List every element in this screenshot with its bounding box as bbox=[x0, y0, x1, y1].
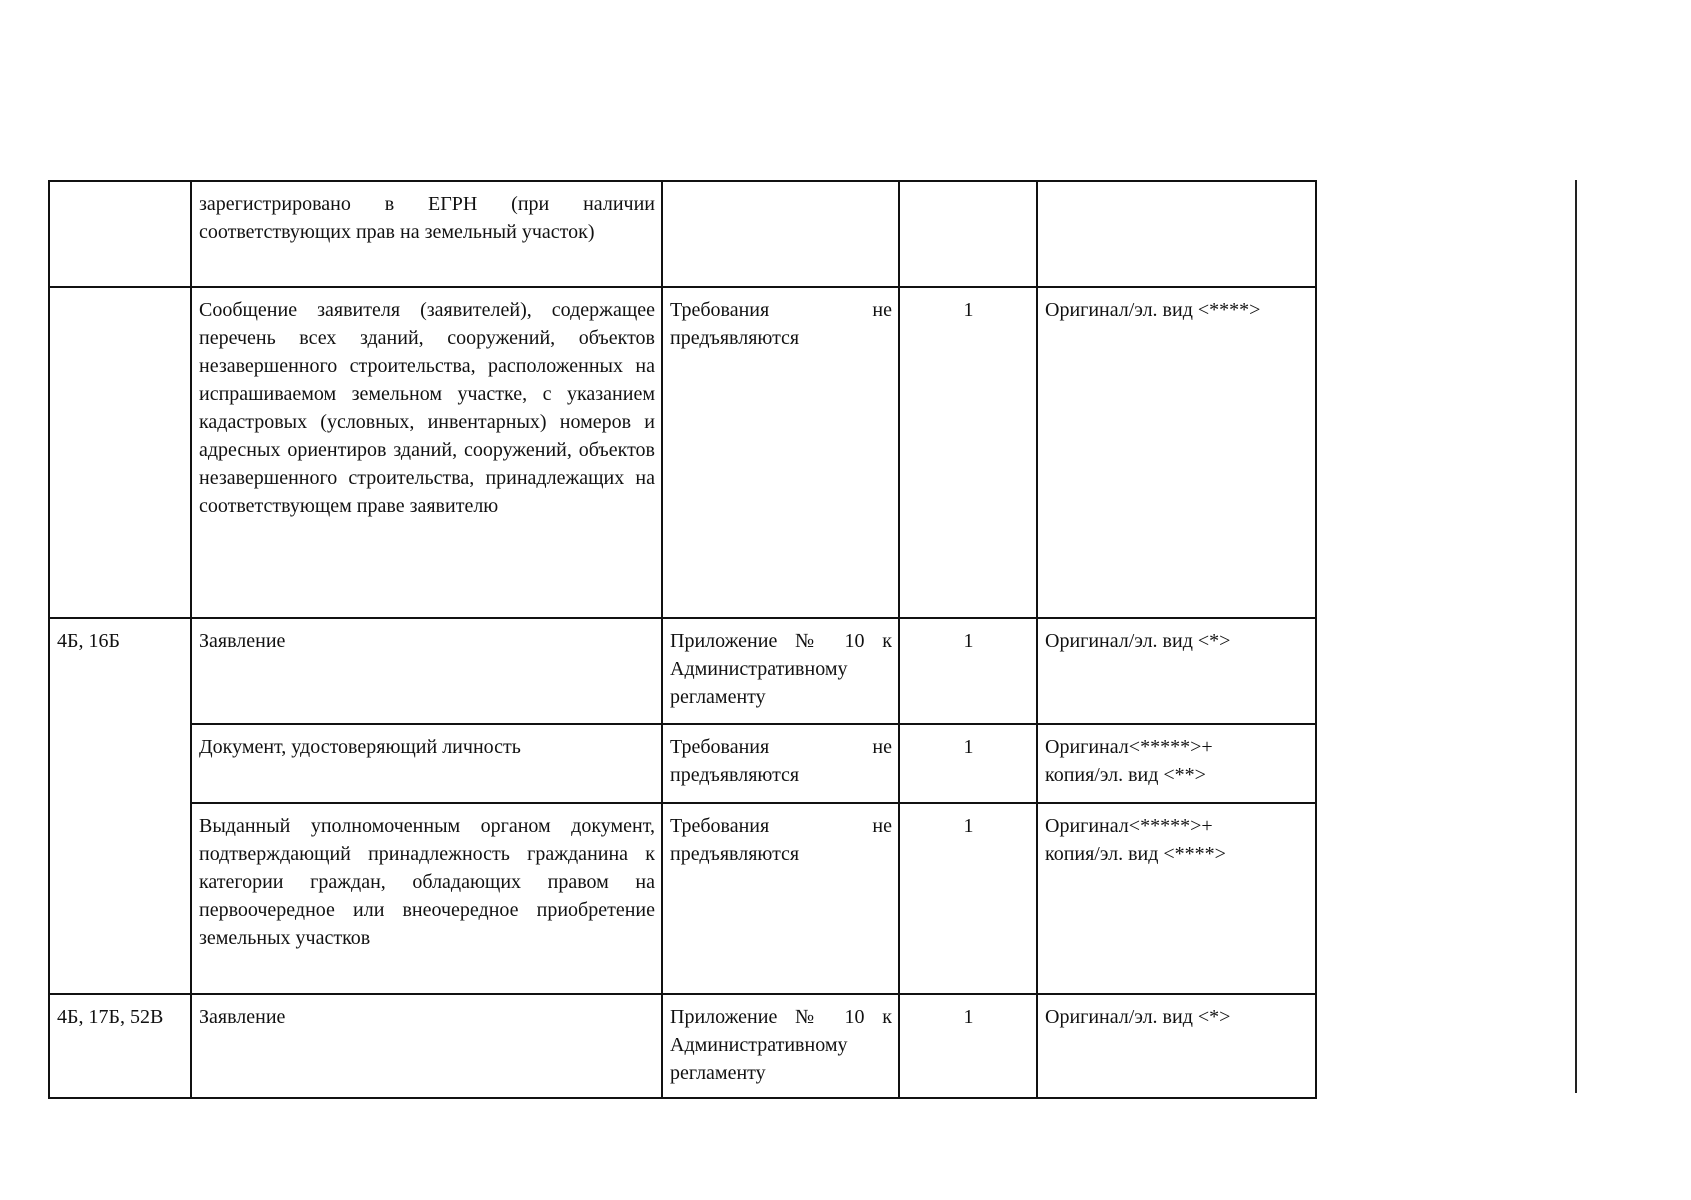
requirement-cell: Требования не предъявляются bbox=[662, 287, 899, 618]
document-cell: Заявление bbox=[191, 618, 662, 724]
table-row bbox=[49, 994, 1316, 1098]
code-cell: 4Б, 17Б, 52В bbox=[49, 994, 191, 1098]
form-line: копия/эл. вид <****> bbox=[1045, 843, 1226, 865]
table-row bbox=[49, 618, 1316, 724]
requirement-cell: Приложение № 10 к Административному регламенту bbox=[662, 618, 899, 724]
code-cell bbox=[49, 287, 191, 618]
document-cell: Выданный уполномоченным органом документ, подтверждающий принадлежность гражданина к категории граждан, обладающих правом на первоочередное или внеочередное приобретение земельных участков bbox=[191, 803, 662, 994]
quantity-cell: 1 bbox=[899, 994, 1037, 1098]
form-cell bbox=[1037, 803, 1316, 994]
form-line: Оригинал<*****>+ bbox=[1045, 815, 1213, 837]
form-cell bbox=[1037, 724, 1316, 803]
table-row bbox=[49, 287, 1316, 618]
requirement-cell: Требования не предъявляются bbox=[662, 803, 899, 994]
document-cell: зарегистрировано в ЕГРН (при наличии соответствующих прав на земельный участок) bbox=[191, 181, 662, 287]
documents-table bbox=[48, 180, 1317, 1099]
code-cell: 4Б, 16Б bbox=[49, 618, 191, 994]
quantity-cell: 1 bbox=[899, 287, 1037, 618]
requirement-cell: Приложение № 10 к Административному регламенту bbox=[662, 994, 899, 1098]
form-cell: Оригинал/эл. вид <*> bbox=[1037, 994, 1316, 1098]
quantity-cell: 1 bbox=[899, 618, 1037, 724]
quantity-cell: 1 bbox=[899, 803, 1037, 994]
table-row bbox=[49, 803, 1316, 994]
form-line: копия/эл. вид <**> bbox=[1045, 764, 1206, 786]
document-cell: Документ, удостоверяющий личность bbox=[191, 724, 662, 803]
form-cell: Оригинал/эл. вид <****> bbox=[1037, 287, 1316, 618]
quantity-cell: 1 bbox=[899, 724, 1037, 803]
requirement-cell: Требования не предъявляются bbox=[662, 724, 899, 803]
form-cell bbox=[1037, 181, 1316, 287]
table-row bbox=[49, 181, 1316, 287]
form-line: Оригинал<*****>+ bbox=[1045, 736, 1213, 758]
table-row bbox=[49, 724, 1316, 803]
quantity-cell bbox=[899, 181, 1037, 287]
code-cell bbox=[49, 181, 191, 287]
right-margin-line bbox=[1575, 180, 1577, 1093]
form-cell: Оригинал/эл. вид <*> bbox=[1037, 618, 1316, 724]
document-cell: Заявление bbox=[191, 994, 662, 1098]
requirement-cell bbox=[662, 181, 899, 287]
document-cell: Сообщение заявителя (заявителей), содержащее перечень всех зданий, сооружений, объектов незавершенного строительства, расположенных на испрашиваемом земельном участке, с указанием кадастровых (условных, инвентарных) номеров и адресных ориентиров зданий, сооружений, объектов незавершенного строительства, принадлежащих на соответствующем праве заявителю bbox=[191, 287, 662, 618]
